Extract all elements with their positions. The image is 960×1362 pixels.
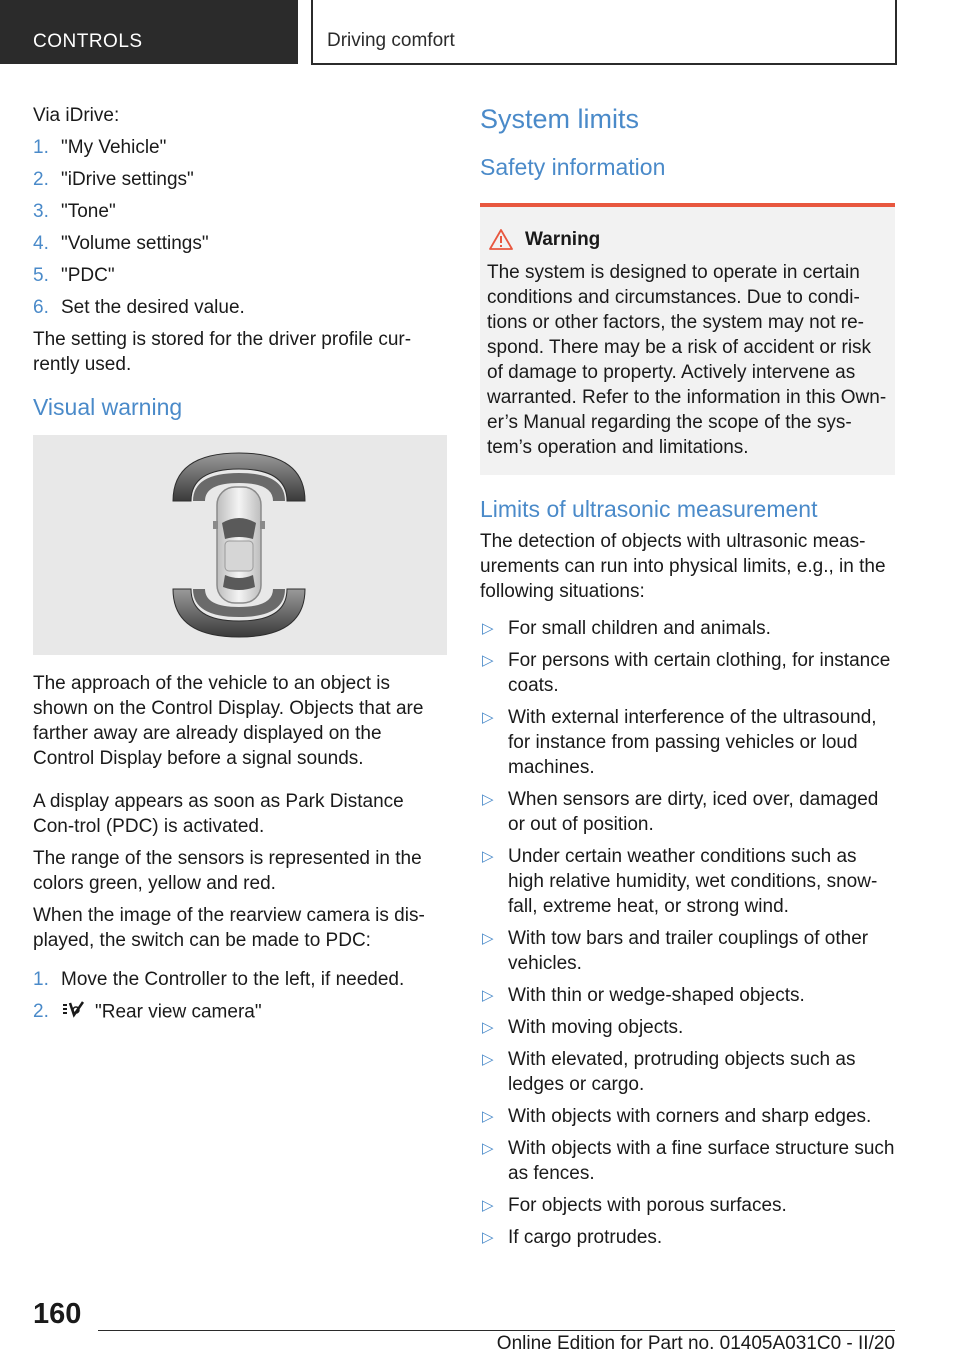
limits-bullet-list [480,616,895,1250]
step-item [33,199,447,224]
camera-paragraph: When the image of the rearview camera is dis-played, the switch can be made to PDC: [33,905,425,951]
system-limits-heading: System limits [480,104,640,134]
step-number: 4. [33,233,49,254]
via-idrive-text: Via iDrive: [33,105,120,126]
range-paragraph: The range of the sensors is represented in the colors green, yellow and red. [33,848,422,894]
stored-note: The setting is stored for the driver profile cur-rently used. [33,329,412,375]
step-item [33,231,447,256]
step-text: "Tone" [61,201,116,222]
header-section-label: CONTROLS [33,31,143,52]
bullet-triangle-icon: ▷ [482,930,494,947]
bullet-triangle-icon: ▷ [482,1108,494,1125]
bullet-text: With moving objects. [508,1017,684,1038]
step-number: 2. [33,1001,49,1022]
list-item [480,1104,895,1129]
bullet-text: When sensors are dirty, iced over, damaged or out of position. [508,789,879,835]
bullet-triangle-icon: ▷ [482,1140,494,1157]
list-item [480,1136,895,1186]
bullet-triangle-icon: ▷ [482,709,494,726]
step-item [33,295,447,320]
header-chapter-box [311,0,897,65]
bullet-text: With objects with a fine surface structure such as fences. [508,1138,895,1184]
bullet-text: Under certain weather conditions such as high relative humidity, wet conditions, snow-fall, extreme heat, or strong wind. [508,846,878,917]
bullet-triangle-icon: ▷ [482,791,494,808]
bullet-triangle-icon: ▷ [482,1051,494,1068]
step-item [33,263,447,288]
camera-steps-list [33,967,447,1026]
list-item [480,648,895,698]
step-number: 2. [33,169,49,190]
bullet-text: For small children and animals. [508,618,771,639]
pdc-illustration [33,435,447,655]
list-item [480,787,895,837]
bullet-triangle-icon: ▷ [482,987,494,1004]
list-item [480,1193,895,1218]
bullet-text: For persons with certain clothing, for instance coats. [508,650,891,696]
list-item [480,616,895,641]
list-item [480,844,895,919]
approach-paragraph: The approach of the vehicle to an object is shown on the Control Display. Objects that are farther away are already displayed on the Control Display before a signal sounds. [33,673,424,769]
step-text: "PDC" [61,265,115,286]
display-paragraph: A display appears as soon as Park Distance Con-trol (PDC) is activated. [33,791,404,837]
left-column [33,103,447,1033]
step-text: Set the desired value. [61,297,245,318]
bullet-text: With external interference of the ultrasound, for instance from passing vehicles or loud machines. [508,707,877,778]
idrive-steps-list [33,135,447,320]
rear-camera-icon [61,999,87,1026]
list-item [480,1225,895,1250]
list-item [480,983,895,1008]
warning-triangle-icon [489,229,513,250]
bullet-triangle-icon: ▷ [482,848,494,865]
header-section-tab [0,0,298,64]
warning-title: Warning [525,229,601,250]
limits-ultrasonic-heading: Limits of ultrasonic measurement [480,496,818,522]
footer-divider [98,1330,895,1331]
list-item [480,705,895,780]
warning-text: The system is designed to operate in certain conditions and circumstances. Due to condi-tions or other factors, the system may not re-spond. There may be a risk of accident or risk of damage to property. Actively intervene as warranted. Refer to the information in this Own-er’s Manual regarding the scope of the sys-tem’s operation and limitations. [487,262,887,458]
step-item [33,999,447,1026]
bullet-triangle-icon: ▷ [482,1197,494,1214]
limits-intro: The detection of objects with ultrasonic meas-urements can run into physical limits, e.g., in the following situations: [480,531,886,602]
bullet-text: With tow bars and trailer couplings of other vehicles. [508,928,869,974]
step-item [33,967,447,992]
step-number: 3. [33,201,49,222]
safety-info-heading: Safety information [480,154,666,180]
bullet-text: With thin or wedge-shaped objects. [508,985,805,1006]
step-item [33,167,447,192]
bullet-triangle-icon: ▷ [482,1019,494,1036]
warning-title-row [487,227,888,252]
bullet-text: With elevated, protruding objects such as ledges or cargo. [508,1049,856,1095]
bullet-text: With objects with corners and sharp edges. [508,1106,872,1127]
bullet-text: If cargo protrudes. [508,1227,663,1248]
list-item [480,1047,895,1097]
step-text: "iDrive settings" [61,169,194,190]
right-column [480,103,895,1257]
step-text: "My Vehicle" [61,137,167,158]
step-number: 1. [33,969,49,990]
step-number: 1. [33,137,49,158]
bullet-triangle-icon: ▷ [482,1229,494,1246]
bullet-triangle-icon: ▷ [482,652,494,669]
step-text: "Volume settings" [61,233,209,254]
step-text: Move the Controller to the left, if needed. [61,969,405,990]
bullet-triangle-icon: ▷ [482,620,494,637]
step-item [33,135,447,160]
list-item [480,926,895,976]
footer-edition-text: Online Edition for Part no. 01405A031C0 - II/20 [496,1333,895,1354]
bullet-text: For objects with porous surfaces. [508,1195,787,1216]
step-number: 5. [33,265,49,286]
step-text: "Rear view camera" [95,1001,262,1023]
warning-box [480,203,895,475]
list-item [480,1015,895,1040]
step-number: 6. [33,297,49,318]
visual-warning-heading: Visual warning [33,394,183,420]
page-number: 160 [33,1298,82,1330]
header-chapter-label: Driving comfort [327,30,455,51]
pdc-car-graphic [33,435,447,655]
